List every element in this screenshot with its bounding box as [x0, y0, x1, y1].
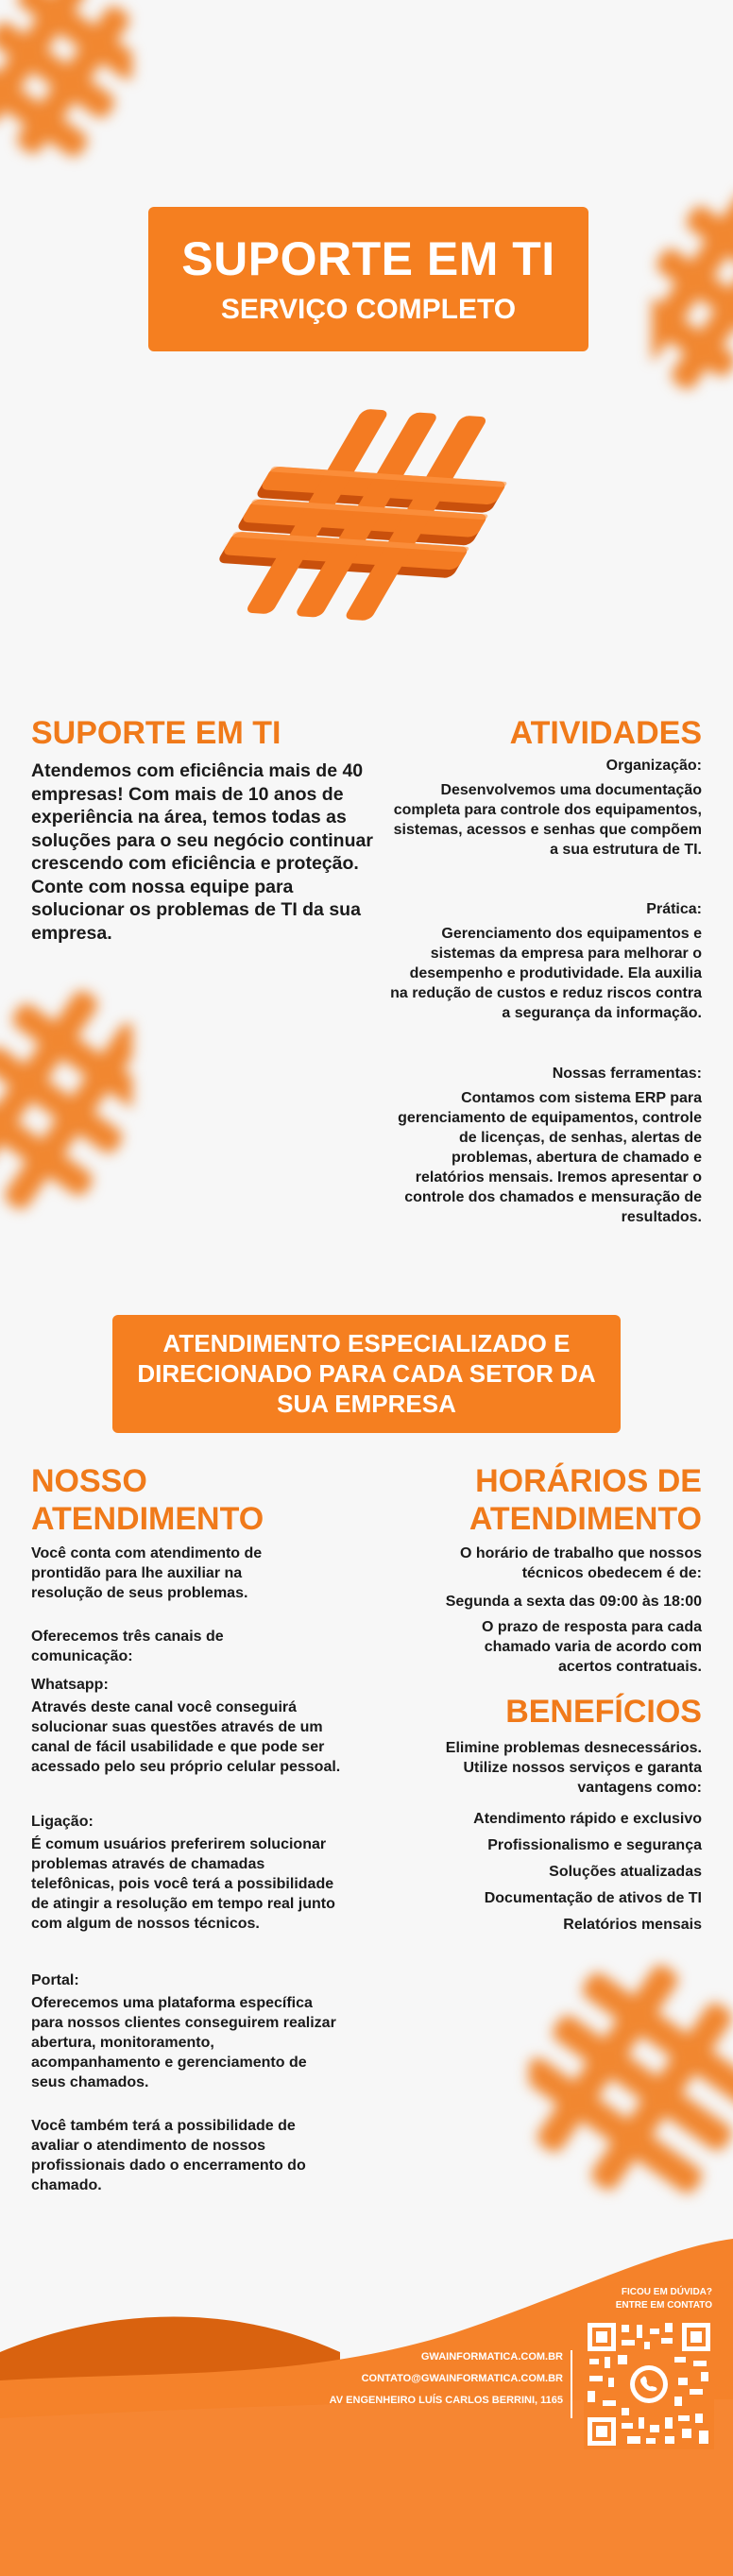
atividades-organizacao-text: Desenvolvemos uma documentação completa para controle dos equipamentos, sistemas, acessos e senhas que compõem a sua estrutura de TI.: [393, 782, 702, 858]
decorative-blob-bottom-right: [529, 1965, 733, 2201]
hero-subtitle: SERVIÇO COMPLETO: [220, 294, 517, 325]
canal-ligacao-text: É comum usuários preferirem solucionar problemas através de chamadas telefônicas, pois você terá a possibilidade de atingir a resolução em tempo real junto com algum de nossos técnicos.: [31, 1836, 335, 1932]
hashtag-3d-icon: [215, 378, 518, 652]
decorative-blob-mid-left: [0, 982, 132, 1219]
horarios-note: O prazo de resposta para cada chamado varia de acordo com acertos contratuais.: [482, 1619, 702, 1675]
atividades-ferramentas-text: Contamos com sistema ERP para gerenciamento de equipamentos, controle de licenças, de senhas, alertas de problemas, abertura de chamado e relatórios mensais. Iremos apresentar o controle dos chamados e mensuração de resultados.: [398, 1090, 702, 1225]
atendimento-intro: Você conta com atendimento de prontidão para lhe auxiliar na resolução de seus problemas.: [31, 1545, 263, 1601]
canal-ligacao-heading: Ligação:: [31, 1814, 94, 1830]
atividades-title: ATIVIDADES: [509, 715, 702, 751]
qr-caption-line1: FICOU EM DÚVIDA?: [621, 2287, 712, 2297]
atendimento-title-line1: NOSSO: [31, 1463, 147, 1499]
decorative-blob-top-left: [0, 0, 132, 170]
canal-whatsapp-heading: Whatsapp:: [31, 1677, 109, 1693]
beneficio-item: Soluções atualizadas: [549, 1864, 702, 1880]
footer-divider: [571, 2350, 572, 2418]
beneficio-item: Relatórios mensais: [563, 1917, 702, 1933]
decorative-blob-top-right: [652, 179, 733, 397]
horarios-schedule: Segunda a sexta das 09:00 às 18:00: [445, 1594, 702, 1610]
atendimento-especializado-banner: ATENDIMENTO ESPECIALIZADO E DIRECIONADO PARA CADA SETOR DA SUA EMPRESA: [112, 1315, 621, 1433]
atendimento-title-line2: ATENDIMENTO: [31, 1501, 264, 1537]
atividades-organizacao-heading: Organização:: [605, 758, 702, 774]
beneficios-intro: Elimine problemas desnecessários. Utilize nossos serviços e garanta vantagens como:: [445, 1740, 702, 1796]
qr-code[interactable]: [584, 2319, 714, 2449]
hero-title: SUPORTE EM TI: [181, 232, 555, 285]
horarios-title-line2: ATENDIMENTO: [469, 1501, 702, 1537]
qr-caption-line2: ENTRE EM CONTATO: [615, 2300, 712, 2311]
canal-portal-heading: Portal:: [31, 1972, 79, 1988]
footer-email[interactable]: CONTATO@GWAINFORMATICA.COM.BR: [361, 2373, 563, 2384]
beneficio-item: Atendimento rápido e exclusivo: [473, 1811, 702, 1827]
horarios-intro: O horário de trabalho que nossos técnicos obedecem é de:: [459, 1545, 702, 1581]
atendimento-canais-intro: Oferecemos três canais de comunicação:: [31, 1629, 224, 1664]
suporte-title: SUPORTE EM TI: [31, 715, 281, 751]
beneficio-item: Profissionalismo e segurança: [487, 1837, 702, 1853]
beneficio-item: Documentação de ativos de TI: [484, 1890, 702, 1906]
atendimento-closing: Você também terá a possibilidade de avaliar o atendimento de nossos profissionais dado o encerramento do chamado.: [31, 2118, 306, 2193]
atividades-pratica-heading: Prática:: [646, 901, 702, 917]
canal-portal-text: Oferecemos uma plataforma específica para nossos clientes conseguirem realizar abertura, monitoramento, acompanhamento e gerenciamento de seus chamados.: [31, 1995, 336, 2090]
footer-address: AV ENGENHEIRO LUÍS CARLOS BERRINI, 1165: [329, 2395, 563, 2406]
atividades-pratica-text: Gerenciamento dos equipamentos e sistemas da empresa para melhorar o desempenho e produtividade. Ela auxilia na redução de custos e reduz riscos contra a segurança da informação.: [390, 926, 702, 1021]
canal-whatsapp-text: Através deste canal você conseguirá solucionar suas questões através de um canal de fácil usabilidade e que pode ser acessado pelo seu próprio celular pessoal.: [31, 1699, 341, 1775]
beneficios-title: BENEFÍCIOS: [505, 1694, 702, 1730]
hero-banner: [148, 207, 588, 351]
horarios-title-line1: HORÁRIOS DE: [475, 1463, 702, 1499]
atividades-ferramentas-heading: Nossas ferramentas:: [552, 1066, 702, 1082]
suporte-text: Atendemos com eficiência mais de 40 empresas! Com mais de 10 anos de experiência na área, temos todas as soluções para o seu negócio continuar crescendo com eficiência e proteção. Conte com nossa equipe para solucionar os problemas de TI da sua empresa.: [31, 760, 373, 944]
footer-website[interactable]: GWAINFORMATICA.COM.BR: [420, 2351, 563, 2363]
